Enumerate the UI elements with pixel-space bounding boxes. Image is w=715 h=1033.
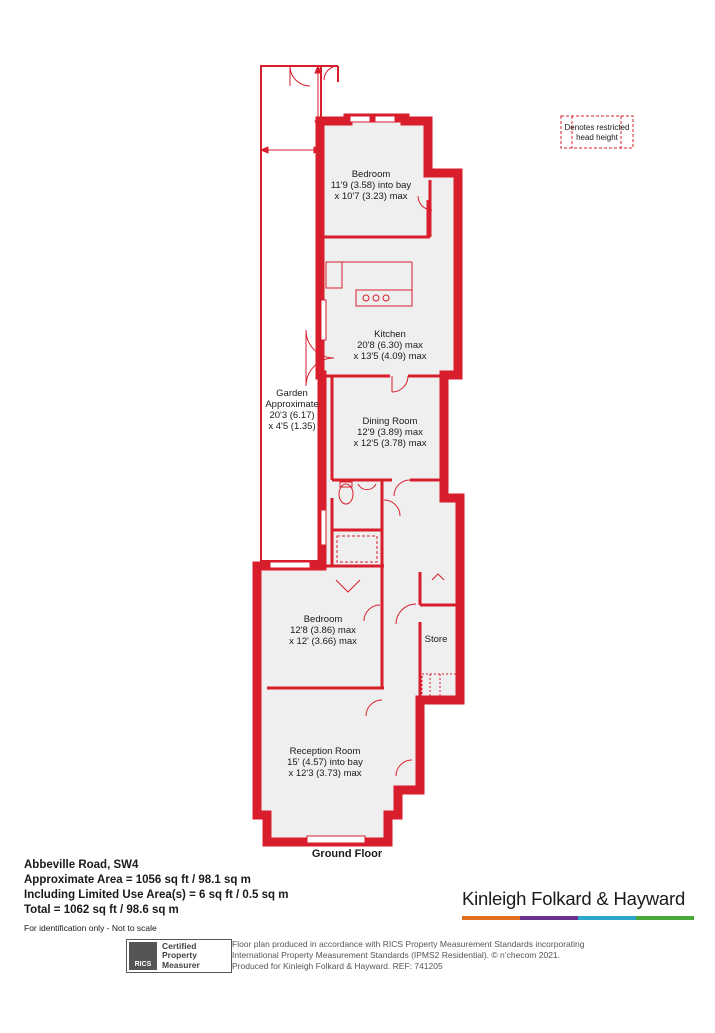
disclaimer-line: Produced for Kinleigh Folkard & Hayward. REF: 741205 [232,961,443,971]
room-dim: 12'8 (3.86) max [290,625,356,636]
rics-logo-icon: RICS [129,942,157,970]
brand-bar-segment [520,916,578,920]
rics-badge-text [162,942,200,971]
brand-bar-segment [462,916,520,920]
total-area: Total = 1062 sq ft / 98.6 sq m [24,904,179,916]
room-name: Bedroom [351,169,391,180]
room-name: Reception Room [289,746,361,757]
disclaimer [232,939,602,972]
room-dim: 20'8 (6.30) max [357,340,423,351]
room-store [425,634,448,645]
room-dim: x 13'5 (4.09) max [353,351,427,362]
brand-color-bar [462,916,694,920]
disclaimer-line: International Property Measurement Standards (IPMS2 Residential). © n’checom 2021. [232,950,561,960]
rics-badge [126,939,232,973]
limited-use-area: Including Limited Use Area(s) = 6 sq ft / 0.5 sq m [24,889,289,901]
rics-line: Property [162,950,197,961]
room-dim: x 12'5 (3.78) max [353,438,427,449]
brand-name: Kinleigh Folkard & Hayward [462,888,686,909]
room-name: Bedroom [303,614,343,625]
rics-line: Measurer [162,959,200,970]
room-name: Dining Room [362,416,418,427]
scale-note: For identification only - Not to scale [24,923,157,933]
room-dining [353,416,426,449]
address: Abbeville Road, SW4 [24,859,139,871]
legend [561,116,633,148]
approximate-area: Approximate Area = 1056 sq ft / 98.1 sq m [24,874,251,886]
room-subtitle: Approximate [265,399,319,410]
room-dim: 20'3 (6.17) [269,410,315,421]
room-dim: 12'9 (3.89) max [357,427,423,438]
room-dim: x 12'3 (3.73) max [288,768,362,779]
room-dim: x 4'5 (1.35) [268,421,316,432]
brand-bar-segment [636,916,694,920]
legend-text-2: head height [576,133,618,142]
room-dim: 11'9 (3.58) into bay [330,180,412,191]
room-name: Store [424,634,448,645]
disclaimer-line: Floor plan produced in accordance with RICS Property Measurement Standards incorporating [232,939,585,949]
brand-bar-segment [578,916,636,920]
rics-line: Certified [162,940,197,951]
room-name: Garden [276,388,308,399]
room-dim: x 10'7 (3.23) max [334,191,408,202]
legend-text-1: Denotes restricted [564,123,630,132]
agent-brand [462,888,694,920]
area-summary [24,858,288,936]
floor-label: Ground Floor [311,848,383,860]
room-dim: x 12' (3.66) max [289,636,357,647]
room-dim: 15' (4.57) into bay [287,757,363,768]
room-name: Kitchen [374,329,406,340]
room-reception [287,746,363,779]
